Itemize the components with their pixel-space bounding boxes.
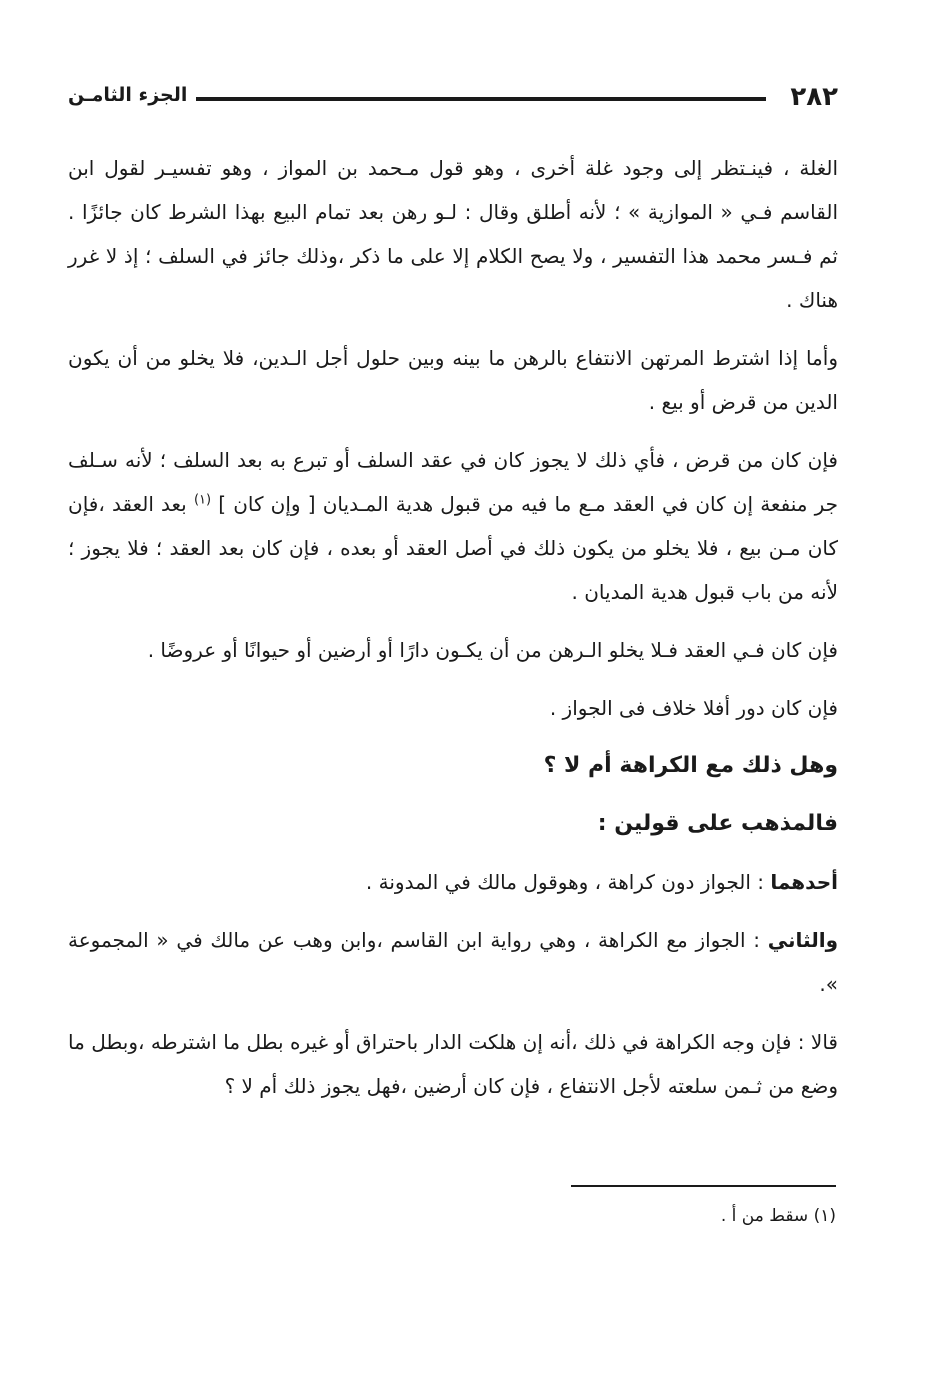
page-header bbox=[68, 78, 838, 118]
opinion-2-text: : الجواز مع الكراهة ، وهي رواية ابن القاسم ،وابن وهب عن مالك في « المجموعة ». bbox=[68, 928, 838, 996]
opinion-2-label: والثاني bbox=[767, 928, 839, 952]
page-number: ٢٨٢ bbox=[790, 82, 838, 112]
opinion-1 bbox=[68, 860, 838, 904]
footnote: (١) سقط من أ . bbox=[720, 1206, 836, 1226]
running-title: الجزء الثامـن bbox=[68, 84, 188, 106]
opinion-1-text: : الجواز دون كراهة ، وهوقول مالك في المدونة . bbox=[365, 870, 765, 894]
madhhab-heading: فالمذهب على قولين : bbox=[597, 811, 838, 836]
opinion-2 bbox=[68, 918, 838, 1006]
paragraph-5: فإن كان دور أفلا خلاف فى الجواز . bbox=[549, 696, 838, 720]
paragraph-2: وأما إذا اشترط المرتهن الانتفاع بالرهن ما بينه وبين حلول أجل الـدين، فلا يخلو من أن يكون الدين من قرض أو بيع . bbox=[68, 346, 838, 414]
paragraph-6: قالا : فإن وجه الكراهة في ذلك ،أنه إن هلكت الدار باحتراق أو غيره بطل ما اشترطه ،وبطل ما وضع من ثـمن سلعته لأجل الانتفاع ، فإن كان أرضين ،فهل يجوز ذلك أم لا ؟ bbox=[68, 1030, 838, 1098]
paragraph-3 bbox=[68, 438, 838, 614]
opinion-1-label: أحدهما bbox=[770, 870, 838, 894]
footnote-marker: (١) bbox=[193, 492, 212, 508]
question-heading: وهل ذلك مع الكراهة أم لا ؟ bbox=[543, 753, 838, 778]
header-rule bbox=[196, 97, 766, 101]
paragraph-1: الغلة ، فينـتظر إلى وجود غلة أخرى ، وهو قول مـحمد بن المواز ، وهو تفسيـر لقول ابن القاسم فـي « الموازية » ؛ لأنه أطلق وقال : لـو رهن بعد تمام البيع بهذا الشرط كان جائزًا . ثم فـسر محمد هذا التفسير ، ولا يصح الكلام إلا على ما ذكر ،وذلك جائز في السلف ؛ إذ لا غرر هناك . bbox=[68, 156, 838, 312]
paragraph-4: فإن كان فـي العقد فـلا يخلو الـرهن من أن يكـون دارًا أو أرضين أو حيوانًا أو عروضًا . bbox=[147, 638, 838, 662]
paragraph-3-part-2: بعد العقد ،فإن كان مـن بيع ، فلا يخلو من يكون ذلك في أصل العقد أو بعده ، فإن كان بعد العقد ؛ فلا يجوز ؛لأنه من باب قبول هدية المديان . bbox=[68, 492, 838, 604]
footnote-rule bbox=[571, 1185, 836, 1187]
paragraph-3-part-1: فإن كان من قرض ، فأي ذلك لا يجوز كان في عقد السلف أو تبرع به بعد السلف ؛ لأنه سـلف جر منفعة إن كان في العقد مـع ما فيه من قبول هدية المـديان [ وإن كان ] bbox=[68, 448, 839, 516]
page-body bbox=[68, 146, 838, 1108]
book-page bbox=[68, 78, 838, 1384]
